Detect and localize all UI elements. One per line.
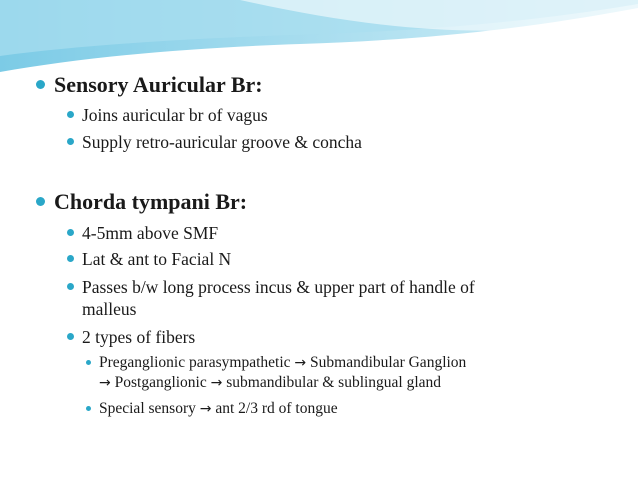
sub-list-item <box>86 353 466 393</box>
list-item-text: Supply retro-auricular groove & concha <box>82 132 362 152</box>
text-fragment: Postganglionic <box>110 374 211 391</box>
list-item-text: 2 types of fibers <box>82 327 196 347</box>
list-item <box>67 248 231 270</box>
bullet-icon <box>86 360 91 365</box>
bullet-icon <box>67 138 74 145</box>
list-item <box>67 104 268 126</box>
bullet-icon <box>67 229 74 236</box>
list-item <box>67 222 218 244</box>
bullet-icon <box>86 406 91 411</box>
list-item-text: Joins auricular br of vagus <box>82 105 268 125</box>
sub-list-item <box>86 399 338 419</box>
section-heading-sensory-auricular <box>36 72 263 98</box>
list-item <box>67 131 362 153</box>
heading-text: Chorda tympani Br: <box>54 189 248 214</box>
arrow-right-icon: → <box>99 375 111 391</box>
text-fragment: Special sensory <box>99 400 200 417</box>
arrow-right-icon: → <box>210 375 223 391</box>
section-heading-chorda-tympani <box>36 189 247 215</box>
text-fragment: submandibular & sublingual gland <box>222 374 442 391</box>
text-fragment: Submandibular Ganglion <box>306 354 467 371</box>
bullet-icon <box>36 80 45 89</box>
list-item <box>67 276 475 320</box>
list-item-text <box>82 276 475 320</box>
sub-list-item-text <box>99 399 338 419</box>
text-fragment: ant 2/3 rd of tongue <box>211 400 338 417</box>
sub-list-item-text <box>99 353 466 393</box>
bullet-icon <box>67 111 74 118</box>
list-item-text: Lat & ant to Facial N <box>82 249 232 269</box>
bullet-icon <box>36 197 45 206</box>
list-item-text: 4-5mm above SMF <box>82 223 219 243</box>
arrow-right-icon: → <box>294 355 307 371</box>
bullet-icon <box>67 255 74 262</box>
list-item-line: malleus <box>82 299 137 319</box>
arrow-right-icon: → <box>199 401 212 417</box>
list-item-line: Passes b/w long process incus & upper part of handle of <box>82 277 475 297</box>
bullet-icon <box>67 333 74 340</box>
list-item <box>67 326 195 348</box>
bullet-icon <box>67 283 74 290</box>
heading-text: Sensory Auricular Br: <box>54 72 263 97</box>
text-fragment: Preganglionic parasympathetic <box>99 354 295 371</box>
